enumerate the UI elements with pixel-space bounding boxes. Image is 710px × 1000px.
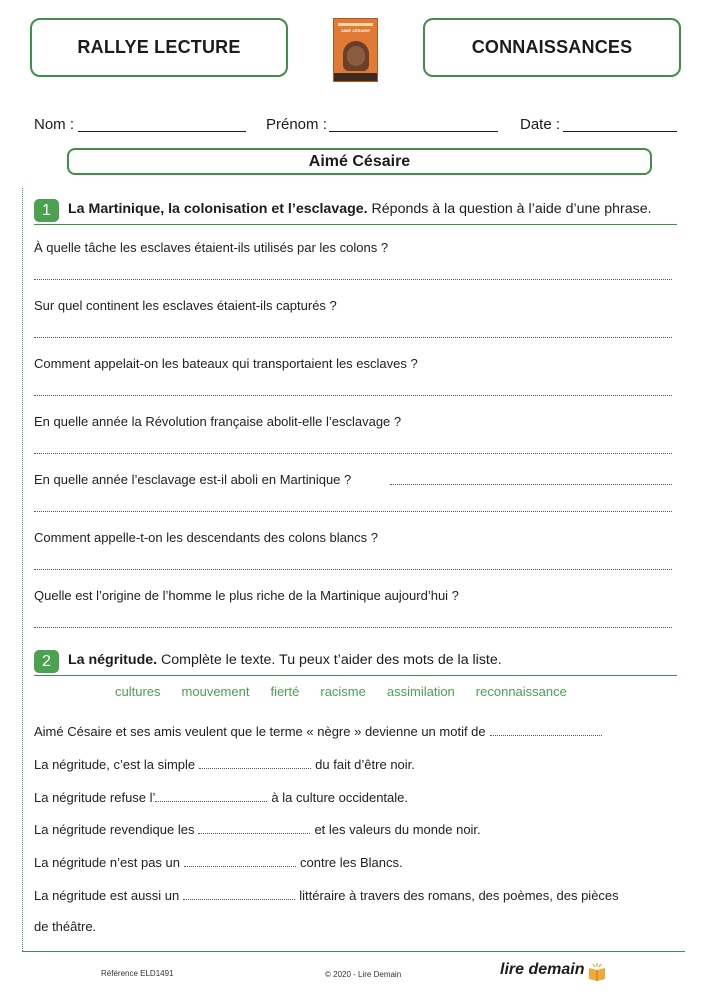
left-margin-line: [22, 188, 23, 951]
sentence-5-before: La négritude n’est pas un: [34, 855, 180, 870]
section-2-number: 2: [34, 650, 59, 673]
section-1-number: 1: [34, 199, 59, 222]
sentence-5-after: contre les Blancs.: [300, 855, 403, 870]
word-list-item: fierté: [270, 684, 300, 699]
bottom-rule: [22, 951, 685, 952]
reference-code: Référence ELD1491: [101, 969, 174, 978]
answer-line-7[interactable]: [34, 627, 672, 628]
sentence-2: [34, 757, 415, 772]
word-list-item: assimilation: [386, 684, 455, 699]
question-4: En quelle année la Révolution française abolit-elle l’esclavage ?: [34, 414, 402, 429]
sentence-3: [34, 790, 408, 805]
answer-line-2[interactable]: [34, 337, 672, 338]
question-1: À quelle tâche les esclaves étaient-ils utilisés par les colons ?: [34, 240, 389, 255]
section-1-instruction: [68, 201, 652, 217]
answer-line-4[interactable]: [34, 453, 672, 454]
blank-2[interactable]: [199, 768, 311, 769]
nom-label: Nom :: [34, 116, 75, 133]
connaissances-title: CONNAISSANCES: [471, 37, 633, 57]
sentence-1: [34, 724, 606, 739]
rallye-lecture-title: RALLYE LECTURE: [77, 37, 241, 57]
blank-1[interactable]: [490, 735, 602, 736]
section-2-heading: La négritude.: [68, 652, 158, 668]
question-2: Sur quel continent les esclaves étaient-ils capturés ?: [34, 298, 337, 313]
prenom-field[interactable]: [329, 131, 498, 132]
word-list-item: cultures: [115, 684, 161, 699]
sentence-6-after: littéraire à travers des romans, des poèmes, des pièces: [299, 888, 619, 903]
question-5: En quelle année l’esclavage est-il aboli en Martinique ?: [34, 472, 352, 487]
prenom-label: Prénom :: [266, 116, 327, 133]
answer-line-5a[interactable]: [390, 484, 672, 485]
page-title: Aimé Césaire: [308, 152, 411, 170]
book-cover-image: [333, 18, 378, 82]
connaissances-box: [423, 18, 681, 77]
sentence-6: [34, 888, 619, 903]
section-1-header: [34, 199, 677, 225]
book-icon: [587, 962, 607, 982]
sentence-6-before: La négritude est aussi un: [34, 888, 180, 903]
section-2-instruction: [68, 652, 502, 668]
copyright: © 2020 - Lire Demain: [325, 970, 402, 979]
sentence-3-after: à la culture occidentale.: [271, 790, 409, 805]
sentence-1-text: Aimé Césaire et ses amis veulent que le terme « nègre » devienne un motif de: [34, 724, 486, 739]
section-1-heading: La Martinique, la colonisation et l’esclavage.: [68, 201, 368, 217]
word-list-item: racisme: [320, 684, 366, 699]
question-7: Quelle est l’origine de l’homme le plus riche de la Martinique aujourd’hui ?: [34, 588, 459, 603]
sentence-4: [34, 822, 481, 837]
sentence-2-before: La négritude, c’est la simple: [34, 757, 196, 772]
answer-line-1[interactable]: [34, 279, 672, 280]
question-3: Comment appelait-on les bateaux qui transportaient les esclaves ?: [34, 356, 418, 371]
blank-6[interactable]: [183, 899, 295, 900]
word-list-item: reconnaissance: [475, 684, 567, 699]
section-2-header: [34, 650, 677, 676]
word-list-item: mouvement: [181, 684, 250, 699]
answer-line-6[interactable]: [34, 569, 672, 570]
question-6: Comment appelle-t-on les descendants des colons blancs ?: [34, 530, 378, 545]
answer-line-5b[interactable]: [34, 511, 672, 512]
page-title-box: [67, 148, 652, 175]
sentence-4-after: et les valeurs du monde noir.: [314, 822, 481, 837]
section-2-instruction-text: Complète le texte. Tu peux t’aider des mots de la liste.: [157, 652, 502, 668]
sentence-6-continued: de théâtre.: [34, 919, 97, 934]
blank-3[interactable]: [155, 801, 267, 802]
blank-5[interactable]: [184, 866, 296, 867]
blank-4[interactable]: [198, 833, 310, 834]
sentence-5: [34, 855, 403, 870]
date-label: Date :: [520, 116, 561, 133]
date-field[interactable]: [563, 131, 677, 132]
sentence-2-after: du fait d’être noir.: [315, 757, 415, 772]
publisher-logo: lire demain: [500, 961, 585, 978]
sentence-3-before: La négritude refuse l’: [34, 790, 156, 805]
sentence-4-before: La négritude revendique les: [34, 822, 195, 837]
book-cover-title: AIMÉ CÉSAIRE: [341, 28, 370, 33]
answer-line-3[interactable]: [34, 395, 672, 396]
rallye-lecture-box: [30, 18, 288, 77]
nom-field[interactable]: [78, 131, 246, 132]
section-1-instruction-text: Réponds à la question à l’aide d’une phrase.: [367, 201, 652, 217]
word-list: [115, 684, 567, 699]
